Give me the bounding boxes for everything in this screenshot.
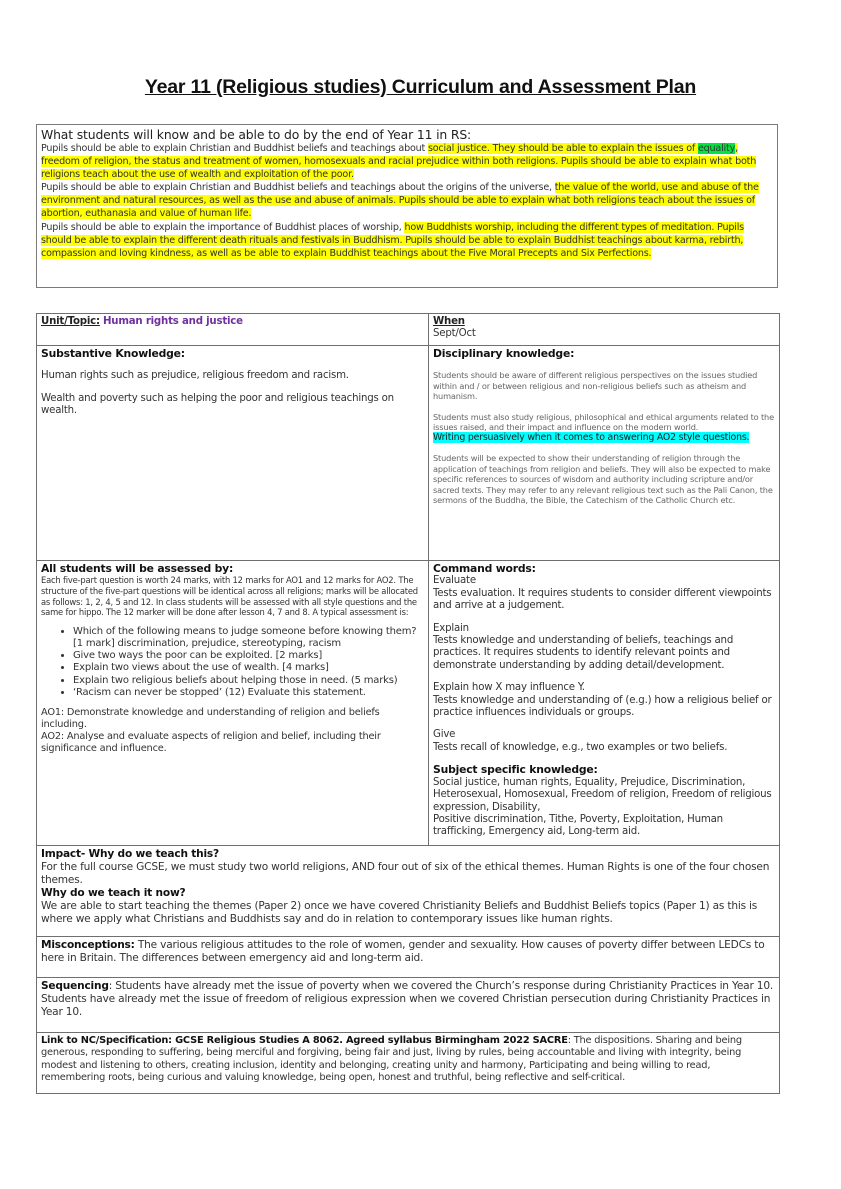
unit-topic-label: Unit/Topic:: [41, 316, 100, 327]
highlighted-text: , freedom of religion, the status and treatment of women, homosexuals and racial prejudice within both religions. Pupils should be able to explain what both religions teach about the use of wealth and exploitation of the poor.: [41, 143, 757, 181]
misconceptions-row: [37, 937, 780, 978]
command-word: Evaluate: [433, 575, 476, 587]
command-word-description: Tests knowledge and understanding of (e.g.) how a religious belief or practice influences individuals or groups.: [433, 694, 772, 719]
outcome-text: Pupils should be able to explain Christian and Buddhist beliefs and teachings about the origins of the universe,: [41, 182, 555, 194]
unit-topic-cell: [37, 314, 429, 346]
curriculum-plan-table: [36, 313, 780, 1094]
assessment-row: [37, 561, 780, 846]
when-label: When: [433, 316, 465, 327]
assessment-question: • Give two ways the poor can be exploited. [2 marks]: [73, 650, 424, 662]
highlighted-ao2-note: Writing persuasively when it comes to answering AO2 style questions.: [433, 432, 750, 444]
link-row: [37, 1033, 780, 1094]
knowledge-row: [37, 346, 780, 561]
sequencing-row: [37, 978, 780, 1033]
link-spec-cell: [37, 1033, 780, 1094]
outcomes-heading: What students will know and be able to do by the end of Year 11 in RS:: [41, 127, 472, 142]
misconceptions-cell: [37, 937, 780, 978]
substantive-item: Wealth and poverty such as helping the poor and religious teachings on wealth.: [41, 392, 394, 417]
substantive-knowledge-cell: [37, 346, 429, 561]
ao2-description: AO2: Analyse and evaluate aspects of religion and belief, including their significance and influence.: [41, 731, 381, 754]
command-word-description: Tests knowledge and understanding of beliefs, teachings and practices. It requires students to identify relevant points and demonstrate understanding by adding detail/development.: [433, 635, 734, 671]
assessment-question: • Explain two religious beliefs about helping those in need. (5 marks): [73, 675, 424, 687]
unit-topic-value: Human rights and justice: [102, 316, 243, 327]
page-title: Year 11 (Religious studies) Curriculum and Assessment Plan: [144, 76, 697, 98]
impact-heading: Impact- Why do we teach this?: [41, 848, 219, 860]
assessment-question-list: [41, 626, 424, 699]
sequencing-label: Sequencing: [41, 980, 109, 992]
highlighted-keyword: equality: [697, 143, 736, 154]
command-words-heading: Command words:: [433, 562, 536, 575]
learning-outcomes-box: [36, 124, 778, 288]
subject-knowledge-terms: Positive discrimination, Tithe, Poverty, Exploitation, Human trafficking, Emergency aid, Long-term aid.: [433, 813, 723, 838]
assessment-question: • Explain two views about the use of wealth. [4 marks]: [73, 662, 424, 674]
command-word: Explain how X may influence Y.: [433, 682, 585, 694]
ao1-description: AO1: Demonstrate knowledge and understanding of religion and beliefs including.: [41, 707, 380, 730]
command-word: Explain: [433, 622, 469, 634]
highlighted-text: how Buddhists worship, including the different types of meditation. Pupils should be able to explain the different death rituals and festivals in Buddhism. Pupils should be able to explain Buddhist teachings about karma, rebirth, compassion and loving kindness, as well as be able to explain Buddhist teachings about the Five Moral Precepts and Six Perfections.: [41, 221, 744, 259]
unit-row: [37, 314, 780, 346]
substantive-heading: Substantive Knowledge:: [41, 347, 185, 360]
highlighted-text: social justice. They should be able to explain the issues of: [427, 143, 698, 154]
command-word: Give: [433, 729, 456, 741]
command-words-cell: [429, 561, 780, 846]
disciplinary-paragraph: Students must also study religious, philosophical and ethical arguments related to the issues raised, and their impact and influence on the modern world.: [433, 411, 774, 433]
sequencing-cell: [37, 978, 780, 1033]
assessment-question: • ‘Racism can never be stopped’ (12) Evaluate this statement.: [73, 687, 424, 699]
assessment-intro: Each five-part question is worth 24 marks, with 12 marks for AO1 and 12 marks for AO2. The structure of the five-part questions will be identical across all religions; marks will be allocated as follows: 1, 2, 4, 5 and 12. In class students will be assessed with all style questions and the same for hippo. The 12 marker will be done after lesson 4, 7 and 8. A typical assessment is:: [41, 575, 418, 618]
misconceptions-label: Misconceptions:: [41, 939, 135, 951]
outcome-text: Pupils should be able to explain Christian and Buddhist beliefs and teachings about: [41, 143, 428, 154]
assessment-question: • Which of the following means to judge someone before knowing them? [1 mark] discrimination, prejudice, stereotyping, racism: [73, 626, 424, 650]
disciplinary-knowledge-cell: [429, 346, 780, 561]
why-now-heading: Why do we teach it now?: [41, 887, 186, 899]
disciplinary-heading: Disciplinary knowledge:: [433, 347, 575, 360]
outcome-paragraph-origins: [41, 181, 773, 220]
misconceptions-text: The various religious attitudes to the role of women, gender and sexuality. How causes of poverty differ between LEDCs to here in Britain. The differences between emergency aid and long-term aid.: [41, 939, 765, 964]
when-value: Sept/Oct: [433, 328, 476, 340]
impact-cell: [37, 846, 780, 937]
command-word-description: Tests evaluation. It requires students to consider different viewpoints and arrive at a judgement.: [433, 587, 772, 612]
disciplinary-paragraph: Students should be aware of different religious perspectives on the issues studied within and / or between religious and non-religious beliefs such as atheism and humanism.: [433, 370, 758, 402]
when-cell: [429, 314, 780, 346]
sequencing-text: : Students have already met the issue of poverty when we covered the Church’s response during Christianity Practices in Year 10. Students have already met the issue of freedom of religious expression when we covered Christian persecution during Christianity Practices in Year 10.: [41, 980, 774, 1018]
disciplinary-paragraph: Students will be expected to show their understanding of religion through the application of teachings from religion and beliefs. They will also be expected to make specific references to sources of wisdom and authority including scripture and/or sacred texts. They may refer to any relevant religious text such as the Pali Canon, the sermons of the Buddha, the Bible, the Catechism of the Catholic Church etc.: [433, 453, 773, 506]
highlighted-text: the value of the world, use and abuse of the environment and natural resources, as well as the use and abuse of animals. Pupils should be able to explain what both religions teach about the issues of abortion, euthanasia and value of human life.: [41, 182, 759, 220]
impact-text: For the full course GCSE, we must study two world religions, AND four out of six of the ethical themes. Human Rights is one of the four chosen themes.: [41, 861, 770, 886]
link-spec-label: Link to NC/Specification: GCSE Religious Studies A 8062. Agreed syllabus Birmingham 2022 SACRE: [41, 1035, 568, 1046]
assessment-heading: All students will be assessed by:: [41, 562, 234, 575]
outcome-paragraph-social-justice: [41, 142, 773, 181]
command-word-description: Tests recall of knowledge, e.g., two examples or two beliefs.: [433, 741, 728, 753]
impact-row: [37, 846, 780, 937]
outcome-paragraph-worship: [41, 221, 773, 260]
subject-knowledge-heading: Subject specific knowledge:: [433, 763, 598, 777]
link-spec-text: : The dispositions. Sharing and being generous, responding to suffering, being merciful and forgiving, being fair and just, living by rules, being accountable and living with integrity, being modest and listening to others, creating inclusion, identity and belonging, creating unity and harmony, Participating and being willing to read, remembering roots, being curious and valuing knowledge, being open, honest and truthful, being reflective and self-critical.: [41, 1035, 742, 1084]
substantive-item: Human rights such as prejudice, religious freedom and racism.: [41, 370, 349, 382]
why-now-text: We are able to start teaching the themes (Paper 2) once we have covered Christianity Beliefs and Buddhist Beliefs topics (Paper 1) as this is where we apply what Christians and Buddhists say and do in relation to contemporary issues like human rights.: [41, 900, 758, 925]
subject-knowledge-terms: Social justice, human rights, Equality, Prejudice, Discrimination, Heterosexual, Homosexual, Freedom of religion, Freedom of religious expression, Disability,: [433, 776, 772, 813]
outcome-text: Pupils should be able to explain the importance of Buddhist places of worship,: [41, 221, 405, 233]
assessment-cell: [37, 561, 429, 846]
